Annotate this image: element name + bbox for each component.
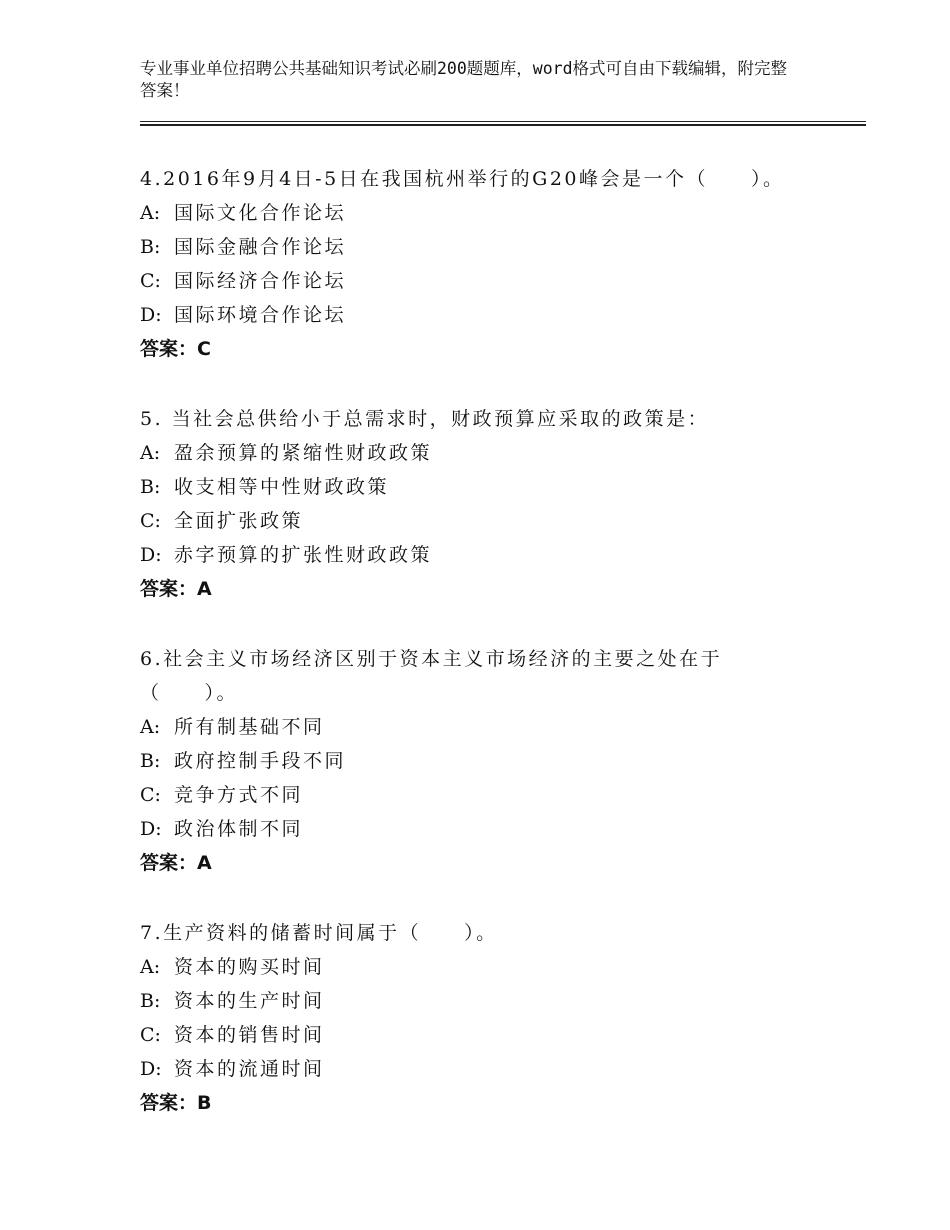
option-letter: A: bbox=[140, 202, 161, 224]
option-letter: A: bbox=[140, 442, 161, 464]
option-letter: D: bbox=[140, 544, 162, 566]
option-letter: B: bbox=[140, 476, 161, 498]
option-b bbox=[140, 984, 840, 1018]
option-text: 国际文化合作论坛 bbox=[174, 202, 347, 224]
option-letter: B: bbox=[140, 990, 161, 1012]
option-d bbox=[140, 1052, 840, 1086]
question-6 bbox=[140, 642, 840, 880]
option-text: 全面扩张政策 bbox=[174, 510, 304, 532]
header-divider-thin bbox=[140, 121, 866, 122]
option-letter: B: bbox=[140, 236, 161, 258]
option-b bbox=[140, 230, 840, 264]
option-text: 所有制基础不同 bbox=[174, 716, 325, 738]
question-list bbox=[140, 162, 840, 1156]
option-text: 国际金融合作论坛 bbox=[174, 236, 347, 258]
option-b bbox=[140, 744, 840, 778]
option-text: 国际环境合作论坛 bbox=[174, 304, 347, 326]
option-d bbox=[140, 538, 840, 572]
answer-line: 答案：C bbox=[140, 338, 211, 360]
option-letter: D: bbox=[140, 304, 162, 326]
answer-line: 答案：A bbox=[140, 852, 212, 874]
option-text: 资本的流通时间 bbox=[174, 1058, 325, 1080]
option-letter: C: bbox=[140, 1024, 161, 1046]
option-a bbox=[140, 196, 840, 230]
option-text: 资本的销售时间 bbox=[174, 1024, 325, 1046]
option-letter: B: bbox=[140, 750, 161, 772]
question-stem: 5. 当社会总供给小于总需求时，财政预算应采取的政策是： bbox=[140, 408, 710, 430]
question-stem: 6.社会主义市场经济区别于资本主义市场经济的主要之处在于（ ）。 bbox=[140, 648, 723, 704]
question-7 bbox=[140, 916, 840, 1120]
option-letter: A: bbox=[140, 716, 161, 738]
answer-line: 答案：B bbox=[140, 1092, 212, 1114]
option-c bbox=[140, 264, 840, 298]
option-letter: C: bbox=[140, 510, 161, 532]
option-c bbox=[140, 778, 840, 812]
option-letter: C: bbox=[140, 270, 161, 292]
answer-line: 答案：A bbox=[140, 578, 212, 600]
question-4 bbox=[140, 162, 840, 366]
option-c bbox=[140, 504, 840, 538]
question-stem: 7.生产资料的储蓄时间属于（ ）。 bbox=[140, 922, 498, 944]
option-letter: D: bbox=[140, 818, 162, 840]
option-text: 收支相等中性财政政策 bbox=[174, 476, 390, 498]
question-stem: 4.2016年9月4日-5日在我国杭州举行的G20峰会是一个（ ）。 bbox=[140, 168, 785, 190]
option-letter: A: bbox=[140, 956, 161, 978]
option-text: 竞争方式不同 bbox=[174, 784, 304, 806]
header-divider-thick bbox=[140, 124, 866, 126]
option-text: 政治体制不同 bbox=[174, 818, 304, 840]
option-a bbox=[140, 436, 840, 470]
option-letter: D: bbox=[140, 1058, 162, 1080]
option-text: 政府控制手段不同 bbox=[174, 750, 347, 772]
option-text: 赤字预算的扩张性财政政策 bbox=[174, 544, 433, 566]
option-letter: C: bbox=[140, 784, 161, 806]
option-a bbox=[140, 710, 840, 744]
option-text: 资本的购买时间 bbox=[174, 956, 325, 978]
option-d bbox=[140, 298, 840, 332]
option-text: 国际经济合作论坛 bbox=[174, 270, 347, 292]
question-5 bbox=[140, 402, 840, 606]
option-text: 资本的生产时间 bbox=[174, 990, 325, 1012]
document-header: 专业事业单位招聘公共基础知识考试必刷200题题库，word格式可自由下载编辑，附完整答案！ bbox=[140, 59, 788, 100]
option-c bbox=[140, 1018, 840, 1052]
option-d bbox=[140, 812, 840, 846]
option-text: 盈余预算的紧缩性财政政策 bbox=[174, 442, 433, 464]
option-a bbox=[140, 950, 840, 984]
option-b bbox=[140, 470, 840, 504]
